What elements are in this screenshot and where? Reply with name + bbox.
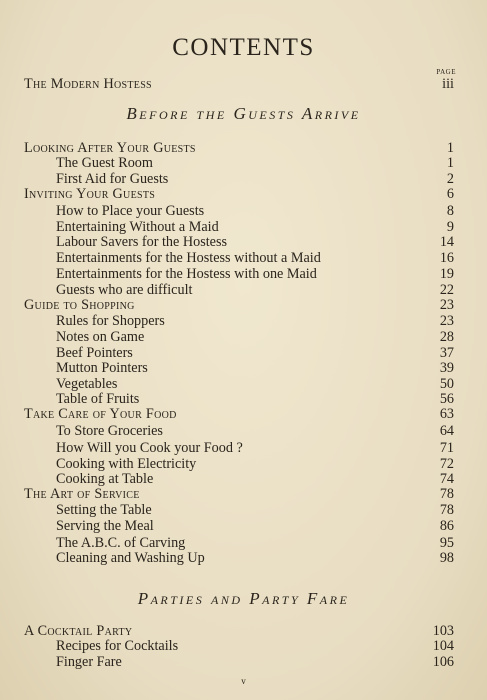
toc-entry <box>0 638 487 654</box>
toc-entry <box>0 329 487 345</box>
toc-entry <box>0 313 487 329</box>
page-number-footer: v <box>241 676 246 686</box>
toc-entry <box>0 250 487 266</box>
toc-entry <box>0 360 487 376</box>
toc-entry-label: Cooking at Table <box>56 471 154 487</box>
toc-entry-label: The Modern Hostess <box>24 76 152 92</box>
toc-entry-page: 106 <box>432 654 454 670</box>
toc-entry-page: 98 <box>439 550 454 566</box>
toc-entry <box>0 345 487 361</box>
toc-entry <box>0 623 487 639</box>
toc-entry-page: 23 <box>439 297 454 313</box>
toc-entry-label: Serving the Meal <box>56 518 154 534</box>
toc-entry <box>0 486 487 502</box>
toc-entry-page: 78 <box>439 486 454 502</box>
toc-entry-label: Entertainments for the Hostess without a Maid <box>56 250 321 266</box>
toc-entry <box>0 140 487 156</box>
toc-entry-label: Guests who are difficult <box>56 282 193 298</box>
toc-entry <box>0 234 487 250</box>
toc-entry-page: 19 <box>439 266 454 282</box>
toc-entry-label: Finger Fare <box>56 654 122 670</box>
toc-entry-label: First Aid for Guests <box>56 171 169 187</box>
toc-entry-page: 86 <box>439 518 454 534</box>
toc-entry-label: The Art of Service <box>24 486 140 502</box>
toc-entry-label: Inviting Your Guests <box>24 186 156 202</box>
section-heading-before-guests: Before the Guests Arrive <box>126 104 361 123</box>
toc-entry-page: iii <box>442 76 454 92</box>
toc-entry <box>0 471 487 487</box>
toc-entry-page: 74 <box>439 471 454 487</box>
toc-entry-label: Entertaining Without a Maid <box>56 219 219 235</box>
toc-entry-label: Setting the Table <box>56 502 152 518</box>
toc-entry-label: Notes on Game <box>56 329 145 345</box>
toc-entry <box>0 282 487 298</box>
toc-entry-page: 104 <box>432 638 454 654</box>
toc-entry-label: To Store Groceries <box>56 423 163 439</box>
toc-entry-label: Table of Fruits <box>56 391 140 407</box>
toc-entry-page: 95 <box>439 535 454 551</box>
toc-entry-page: 37 <box>439 345 454 361</box>
toc-entry-label: The Guest Room <box>56 155 153 171</box>
toc-entry-page: 103 <box>432 623 454 639</box>
toc-entry <box>0 266 487 282</box>
toc-entry <box>0 406 487 422</box>
toc-entry-label: Mutton Pointers <box>56 360 148 376</box>
toc-entry-page: 1 <box>446 155 454 171</box>
page-title: CONTENTS <box>172 34 315 61</box>
toc-entry <box>0 376 487 392</box>
toc-entry-label: Entertainments for the Hostess with one Maid <box>56 266 317 282</box>
toc-entry <box>0 171 487 187</box>
toc-entry <box>0 654 487 670</box>
toc-entry <box>0 423 487 439</box>
toc-entry-page: 72 <box>439 456 454 472</box>
toc-entry-page: 1 <box>446 140 454 156</box>
toc-entry-label: Guide to Shopping <box>24 297 135 313</box>
toc-entry-modern-hostess <box>0 76 487 92</box>
section-heading-parties: Parties and Party Fare <box>137 589 350 608</box>
toc-entry <box>0 456 487 472</box>
toc-entry-label: A Cocktail Party <box>24 623 133 639</box>
toc-entry-label: Cleaning and Washing Up <box>56 550 205 566</box>
toc-entry-page: 78 <box>439 502 454 518</box>
toc-entry-label: Rules for Shoppers <box>56 313 165 329</box>
toc-entry-page: 16 <box>439 250 454 266</box>
toc-entry <box>0 535 487 551</box>
toc-entry-page: 9 <box>446 219 454 235</box>
toc-entry-label: Labour Savers for the Hostess <box>56 234 227 250</box>
toc-entry-page: 56 <box>439 391 454 407</box>
toc-entry-page: 39 <box>439 360 454 376</box>
toc-entry <box>0 297 487 313</box>
toc-entry-page: 14 <box>439 234 454 250</box>
toc-entry-page: 71 <box>439 440 454 456</box>
toc-entry <box>0 155 487 171</box>
toc-entry <box>0 550 487 566</box>
toc-entry-page: 50 <box>439 376 454 392</box>
toc-entry-page: 23 <box>439 313 454 329</box>
toc-entry <box>0 391 487 407</box>
toc-entry-label: Beef Pointers <box>56 345 133 361</box>
page-column-label: PAGE <box>436 68 456 76</box>
toc-entry-page: 28 <box>439 329 454 345</box>
toc-entry-label: How to Place your Guests <box>56 203 205 219</box>
toc-entry <box>0 203 487 219</box>
toc-entry <box>0 502 487 518</box>
toc-entry <box>0 186 487 202</box>
toc-entry-label: Recipes for Cocktails <box>56 638 179 654</box>
toc-entry-page: 8 <box>446 203 454 219</box>
toc-entry-label: Vegetables <box>56 376 118 392</box>
toc-entry <box>0 518 487 534</box>
toc-entry-label: Take Care of Your Food <box>24 406 177 422</box>
toc-entry <box>0 219 487 235</box>
toc-entry <box>0 440 487 456</box>
toc-entry-page: 64 <box>439 423 454 439</box>
toc-entry-label: Cooking with Electricity <box>56 456 197 472</box>
toc-entry-page: 2 <box>446 171 454 187</box>
toc-entry-label: Looking After Your Guests <box>24 140 196 156</box>
toc-entry-page: 22 <box>439 282 454 298</box>
toc-entry-page: 6 <box>446 186 454 202</box>
toc-entry-page: 63 <box>439 406 454 422</box>
toc-entry-label: How Will you Cook your Food ? <box>56 440 243 456</box>
toc-entry-label: The A.B.C. of Carving <box>56 535 186 551</box>
